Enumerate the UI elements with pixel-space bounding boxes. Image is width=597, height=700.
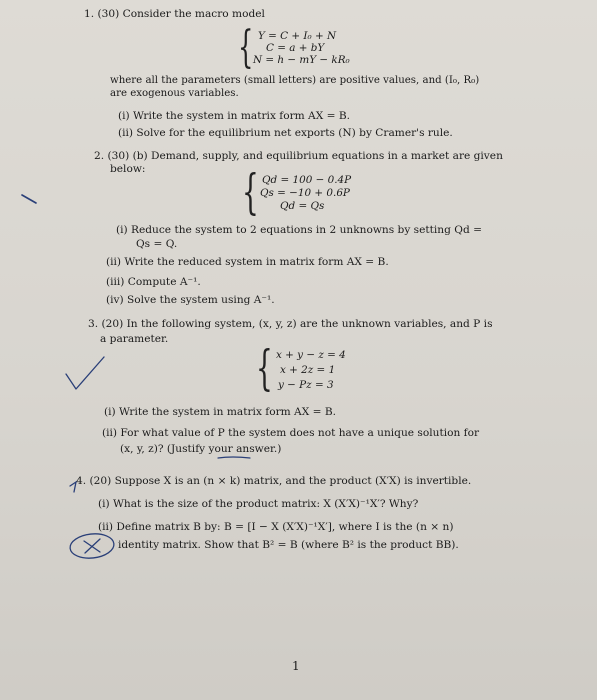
q4-part-2-line-2: identity matrix. Show that B² = B (where B² is the product BB).: [118, 539, 459, 551]
q1-note-line-2: are exogenous variables.: [110, 88, 239, 99]
q2-equation-1: Qd = 100 − 0.4P: [262, 174, 352, 186]
q1-part-1: (i) Write the system in matrix form AX = B.: [118, 110, 351, 122]
checkmark-icon: [66, 357, 104, 389]
q4-margin-tick: [70, 482, 76, 492]
q1-equation-2: C = a + bY: [266, 42, 325, 54]
q2-equation-3: Qd = Qs: [280, 200, 325, 212]
q1-header: 1. (30) Consider the macro model: [84, 8, 265, 20]
q2-part-3: (iii) Compute A⁻¹.: [106, 276, 201, 288]
q1-note-line-1: where all the parameters (small letters) are positive values, and (I₀, R₀): [110, 75, 480, 86]
q1-equation-1: Y = C + I₀ + N: [258, 30, 337, 42]
q2-brace: {: [242, 164, 259, 220]
q3-part-2-line-2: (x, y, z)? (Justify your answer.): [120, 443, 282, 455]
q1-equation-3: N = h − mY − kR₀: [253, 54, 350, 66]
q2-header-line-1: 2. (30) (b) Demand, supply, and equilibrium equations in a market are given: [94, 150, 503, 162]
q2-header-line-2: below:: [110, 163, 146, 175]
q1-part-2: (ii) Solve for the equilibrium net exports (N) by Cramer's rule.: [118, 127, 453, 139]
q3-part-2-line-1: (ii) For what value of P the system does not have a unique solution for: [102, 427, 480, 439]
q2-part-4: (iv) Solve the system using A⁻¹.: [106, 294, 275, 306]
q2-part-1-line-1: (i) Reduce the system to 2 equations in 2 unknowns by setting Qd =: [116, 224, 482, 236]
q4-part-2-line-1: (ii) Define matrix B by: B = [I − X (X′X)⁻¹X′], where I is the (n × n): [98, 521, 454, 533]
justify-underline-mark: [218, 457, 250, 458]
q2-equation-2: Qs = −10 + 0.6P: [260, 187, 350, 199]
q3-header-line-2: a parameter.: [100, 333, 169, 345]
q4-header: 4. (20) Suppose X is an (n × k) matrix, and the product (X′X) is invertible.: [76, 475, 472, 487]
q3-equation-2: x + 2z = 1: [280, 364, 336, 376]
q1-brace: {: [238, 22, 254, 73]
q4-part-1: (i) What is the size of the product matrix: X (X′X)⁻¹X′? Why?: [98, 498, 419, 510]
q3-brace: {: [256, 340, 273, 396]
q3-part-1: (i) Write the system in matrix form AX = B.: [104, 406, 337, 418]
q3-header-line-1: 3. (20) In the following system, (x, y, z) are the unknown variables, and P is: [88, 318, 493, 330]
q2-part-2: (ii) Write the reduced system in matrix form AX = B.: [106, 256, 389, 268]
margin-dash-mark: [22, 195, 36, 203]
q3-equation-1: x + y − z = 4: [276, 349, 346, 361]
q3-equation-3: y − Pz = 3: [278, 379, 334, 391]
q2-part-1-line-2: Qs = Q.: [136, 238, 178, 250]
page-number: 1: [292, 659, 300, 673]
